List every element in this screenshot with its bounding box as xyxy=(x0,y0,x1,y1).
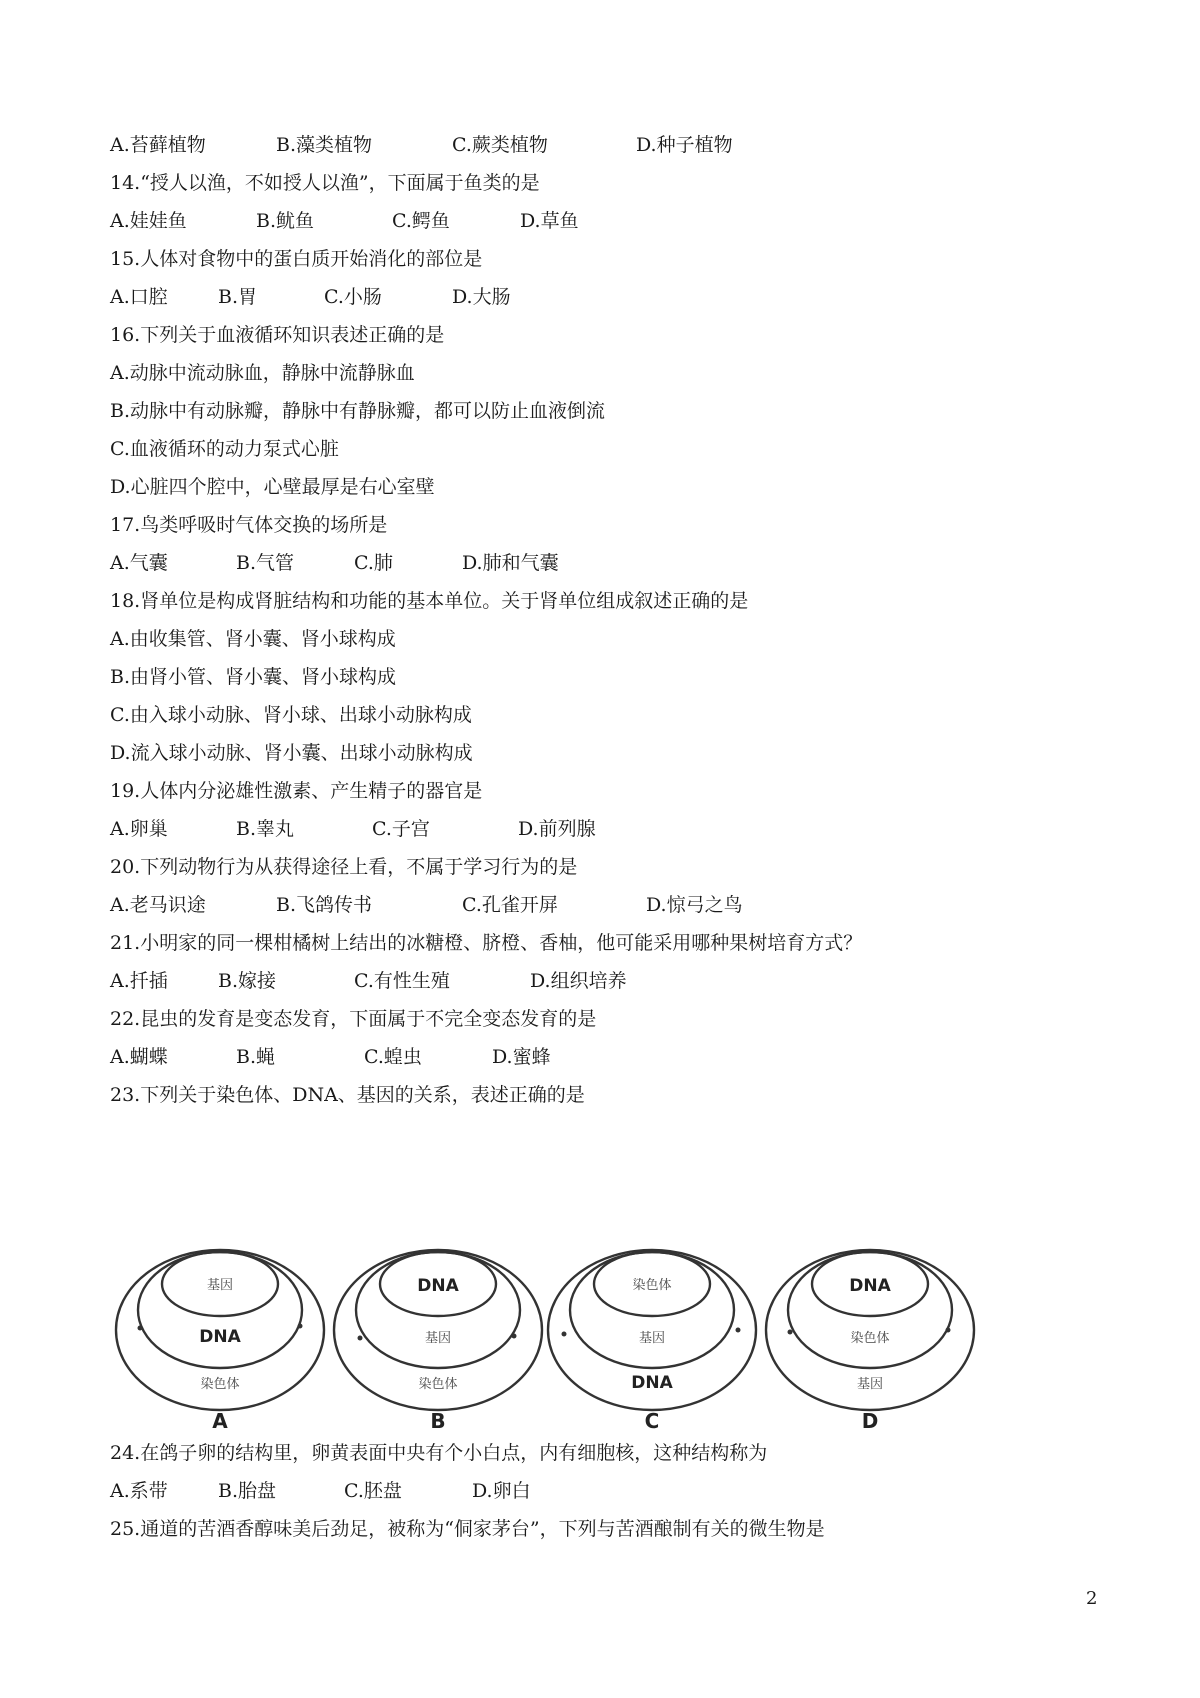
question-20: 20.下列动物行为从获得途径上看，不属于学习行为的是 xyxy=(110,856,578,878)
label-outer: DNA xyxy=(631,1373,673,1393)
label-inner: 染色体 xyxy=(632,1278,672,1293)
option-a: A.系带 xyxy=(110,1480,168,1502)
option-d: D.大肠 xyxy=(452,286,511,308)
option-d: D.组织培养 xyxy=(530,970,627,992)
question-22: 22.昆虫的发育是变态发育，下面属于不完全变态发育的是 xyxy=(110,1008,597,1030)
option-d: D.蜜蜂 xyxy=(492,1046,551,1068)
option-c: C.有性生殖 xyxy=(354,970,450,992)
middle-ring xyxy=(138,1252,302,1368)
label-outer: 染色体 xyxy=(418,1377,458,1392)
option-d: D.肺和气囊 xyxy=(462,552,559,574)
option-d-line: D.流入球小动脉、肾小囊、出球小动脉构成 xyxy=(110,742,473,764)
concentric-circles-a xyxy=(110,1238,330,1430)
middle-ring xyxy=(788,1252,952,1368)
concentric-circles-b xyxy=(328,1238,548,1430)
option-a-line: A.由收集管、肾小囊、肾小球构成 xyxy=(110,628,396,650)
diagram-a xyxy=(110,1238,330,1430)
option-b: B.睾丸 xyxy=(236,818,295,840)
diagram-d xyxy=(760,1238,980,1430)
question-23: 23.下列关于染色体、DNA、基因的关系，表述正确的是 xyxy=(110,1084,585,1106)
label-middle: 基因 xyxy=(638,1331,666,1346)
question-17: 17.鸟类呼吸时气体交换的场所是 xyxy=(110,514,388,536)
diagram-c xyxy=(542,1238,762,1430)
question-19: 19.人体内分泌雄性激素、产生精子的器官是 xyxy=(110,780,483,802)
label-middle: 染色体 xyxy=(850,1331,890,1346)
option-b: B.胃 xyxy=(218,286,258,308)
option-a: A.口腔 xyxy=(110,286,168,308)
option-c-line: C.血液循环的动力泵式心脏 xyxy=(110,438,339,460)
option-b: B.飞鸽传书 xyxy=(276,894,373,916)
option-b: B.嫁接 xyxy=(218,970,277,992)
option-a-line: A.动脉中流动脉血，静脉中流静脉血 xyxy=(110,362,415,384)
option-c: C.孔雀开屏 xyxy=(462,894,558,916)
label-outer: 基因 xyxy=(856,1377,884,1392)
concentric-circles-c xyxy=(542,1238,762,1430)
option-b-line: B.动脉中有动脉瓣，静脉中有静脉瓣，都可以防止血液倒流 xyxy=(110,400,606,422)
label-middle: DNA xyxy=(199,1327,241,1347)
label-middle: 基因 xyxy=(424,1331,452,1346)
option-c: C.蝗虫 xyxy=(364,1046,422,1068)
option-a: A.苔藓植物 xyxy=(110,134,206,156)
option-a: A.老马识途 xyxy=(110,894,206,916)
option-c-line: C.由入球小动脉、肾小球、出球小动脉构成 xyxy=(110,704,472,726)
option-a: A.扦插 xyxy=(110,970,168,992)
question-21: 21.小明家的同一棵柑橘树上结出的冰糖橙、脐橙、香柚，他可能采用哪种果树培育方式？ xyxy=(110,932,863,954)
question-16: 16.下列关于血液循环知识表述正确的是 xyxy=(110,324,445,346)
circle-diagrams xyxy=(110,1238,1050,1430)
label-inner: 基因 xyxy=(206,1278,234,1293)
option-a: A.卵巢 xyxy=(110,818,168,840)
middle-ring xyxy=(570,1252,734,1368)
option-c: C.肺 xyxy=(354,552,393,574)
question-15: 15.人体对食物中的蛋白质开始消化的部位是 xyxy=(110,248,483,270)
diagram-letter: D xyxy=(861,1409,879,1430)
question-18: 18.肾单位是构成肾脏结构和功能的基本单位。关于肾单位组成叙述正确的是 xyxy=(110,590,749,612)
option-c: C.子宫 xyxy=(372,818,430,840)
option-b: B.气管 xyxy=(236,552,295,574)
option-b: B.藻类植物 xyxy=(276,134,373,156)
page-number: 2 xyxy=(1086,1588,1098,1609)
option-d: D.种子植物 xyxy=(636,134,733,156)
option-a: A.蝴蝶 xyxy=(110,1046,168,1068)
option-b: B.蝇 xyxy=(236,1046,276,1068)
question-14: 14.“授人以渔，不如授人以渔”，下面属于鱼类的是 xyxy=(110,172,540,194)
option-b: B.胎盘 xyxy=(218,1480,277,1502)
middle-ring xyxy=(356,1252,520,1368)
option-a: A.气囊 xyxy=(110,552,168,574)
option-d: D.卵白 xyxy=(472,1480,531,1502)
option-a: A.娃娃鱼 xyxy=(110,210,187,232)
option-d-line: D.心脏四个腔中，心壁最厚是右心室壁 xyxy=(110,476,435,498)
question-24: 24.在鸽子卵的结构里，卵黄表面中央有个小白点，内有细胞核，这种结构称为 xyxy=(110,1442,768,1464)
option-d: D.前列腺 xyxy=(518,818,596,840)
option-c: C.小肠 xyxy=(324,286,382,308)
diagram-letter: A xyxy=(212,1409,228,1430)
label-inner: DNA xyxy=(417,1276,459,1296)
label-outer: 染色体 xyxy=(200,1377,240,1392)
label-inner: DNA xyxy=(849,1276,891,1296)
question-25: 25.通道的苦酒香醇味美后劲足，被称为“侗家茅台”，下列与苦酒酿制有关的微生物是 xyxy=(110,1518,825,1540)
option-d: D.草鱼 xyxy=(520,210,579,232)
option-c: C.蕨类植物 xyxy=(452,134,548,156)
diagram-b xyxy=(328,1238,548,1430)
diagram-letter: B xyxy=(430,1409,446,1430)
option-b: B.鱿鱼 xyxy=(256,210,315,232)
option-c: C.胚盘 xyxy=(344,1480,402,1502)
option-c: C.鳄鱼 xyxy=(392,210,450,232)
diagram-letter: C xyxy=(644,1409,660,1430)
option-b-line: B.由肾小管、肾小囊、肾小球构成 xyxy=(110,666,397,688)
option-d: D.惊弓之鸟 xyxy=(646,894,743,916)
concentric-circles-d xyxy=(760,1238,980,1430)
